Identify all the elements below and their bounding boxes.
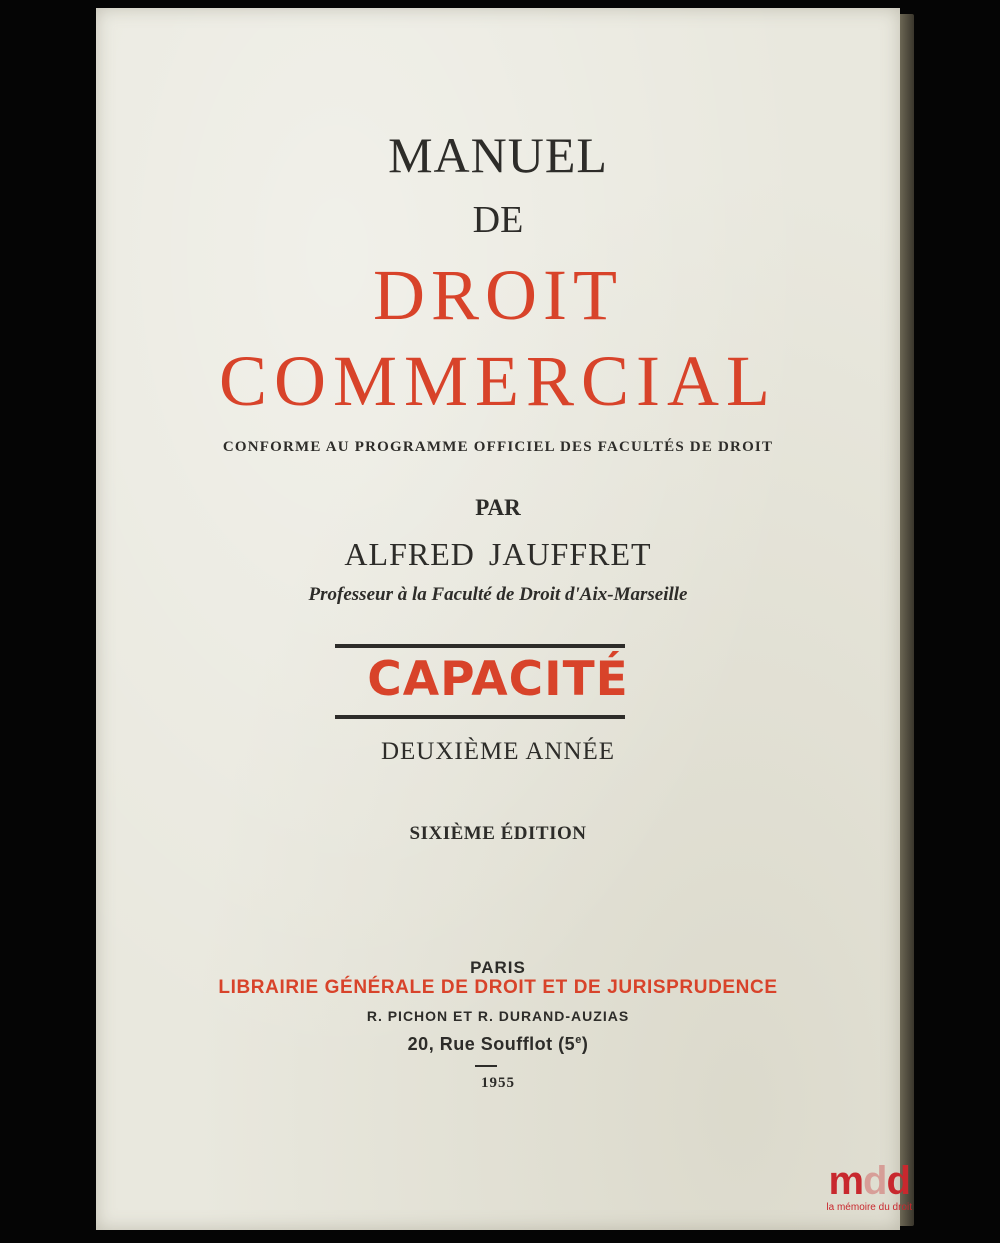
title-commercial: COMMERCIAL [218,341,778,421]
author-title: Professeur à la Faculté de Droit d'Aix-Marseille [308,584,688,605]
title-de: DE [472,199,524,241]
rule-bottom-divider [335,715,625,719]
publisher-city: PARIS [470,958,526,977]
publisher-address [96,1034,900,1055]
publisher-owners: R. PICHON ET R. DURAND-AUZIAS [366,1008,630,1024]
author-first-name: ALFRED [344,536,475,572]
by-label: PAR [475,495,521,520]
year-of-study: DEUXIÈME ANNÉE [380,738,616,765]
title-droit: DROIT [373,255,623,335]
separator-dash [475,1065,497,1067]
address-end: ) [581,1034,589,1054]
address-text: 20, Rue Soufflot (5 [407,1034,576,1054]
edition: SIXIÈME ÉDITION [409,823,587,844]
subtitle: CONFORME AU PROGRAMME OFFICIEL DES FACULTÉS DE DROIT [222,439,774,455]
publication-year: 1955 [481,1075,515,1091]
mdd-logo-icon: mdd [828,1159,910,1203]
address-superscript: e [575,1034,582,1046]
level-capacite: CAPACITÉ [367,652,629,707]
watermark-logo [826,1161,912,1213]
rule-top-divider [335,644,625,648]
title-manuel: MANUEL [388,127,608,183]
watermark-caption: la mémoire du droit [826,1202,912,1213]
author-name [96,536,900,573]
publisher-name: LIBRAIRIE GÉNÉRALE DE DROIT ET DE JURISPRUDENCE [218,977,778,998]
author-last-name: JAUFFRET [488,536,652,572]
book-cover [96,8,900,1230]
